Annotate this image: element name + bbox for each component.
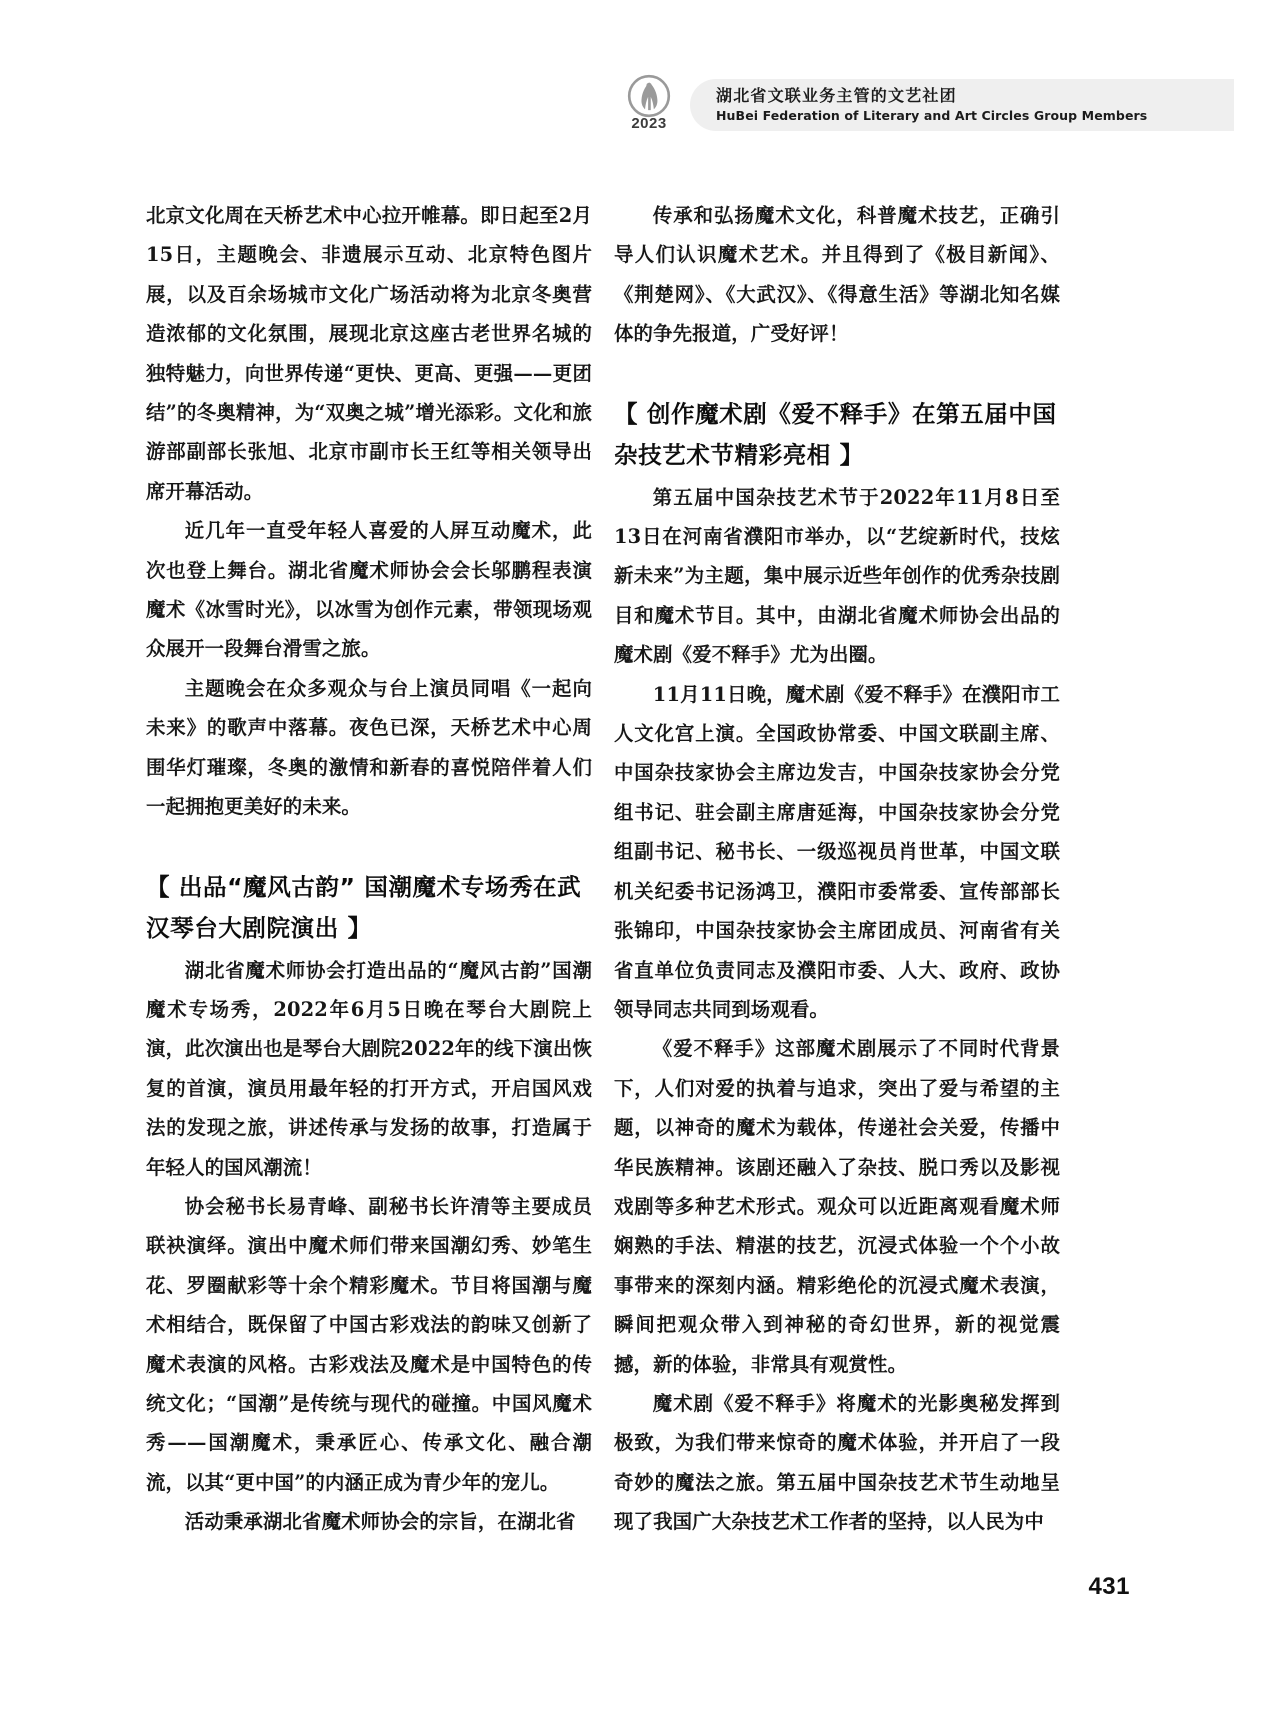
paragraph: 活动秉承湖北省魔术师协会的宗旨，在湖北省 <box>184 1510 576 1534</box>
right-column <box>614 196 1060 1542</box>
header-band <box>690 79 1234 131</box>
page-number: 431 <box>1088 1573 1130 1600</box>
section-heading: 【 出品“魔风古韵” 国潮魔术专场秀在武汉琴台大剧院演出 】 <box>146 872 582 942</box>
hubei-federation-logo-icon <box>627 74 671 118</box>
paragraph: 协会秘书长易青峰、副秘书长许清等主要成员联袂演绎。演出中魔术师们带来国潮幻秀、妙笔生花、罗圈献彩等十余个精彩魔术。节目将国潮与魔术相结合，既保留了中国古彩戏法的韵味又创新了魔术表演的风格。古彩戏法及魔术是中国特色的传统文化；“国潮”是传统与现代的碰撞。中国风魔术秀——国潮魔术，秉承匠心、传承文化、融合潮流，以其“更中国”的内涵正成为青少年的宠儿。 <box>146 1194 592 1494</box>
paragraph: 魔术剧《爱不释手》将魔术的光影奥秘发挥到极致，为我们带来惊奇的魔术体验，并开启了一段奇妙的魔法之旅。第五届中国杂技艺术节生动地呈现了我国广大杂技艺术工作者的坚持，以人民为中 <box>614 1391 1060 1534</box>
paragraph: 《爱不释手》这部魔术剧展示了不同时代背景下，人们对爱的执着与追求，突出了爱与希望的主题，以神奇的魔术为载体，传递社会关爱，传播中华民族精神。该剧还融入了杂技、脱口秀以及影视戏剧等多种艺术形式。观众可以近距离观看魔术师娴熟的手法、精湛的技艺，沉浸式体验一个个小故事带来的深刻内涵。精彩绝伦的沉浸式魔术表演，瞬间把观众带入到神秘的奇幻世界，新的视觉震撼，新的体验，非常具有观赏性。 <box>614 1037 1060 1376</box>
header-title-en: HuBei Federation of Literary and Art Circles Group Members <box>716 107 1148 123</box>
paragraph: 北京文化周在天桥艺术中心拉开帷幕。即日起至2月15日，主题晚会、非遗展示互动、北京特色图片展，以及百余场城市文化广场活动将为北京冬奥营造浓郁的文化氛围，展现北京这座古老世界名城的独特魅力，向世界传递“更快、更高、更强——更团结”的冬奥精神，为“双奥之城”增光添彩。文化和旅游部副部长张旭、北京市副市长王红等相关领导出席开幕活动。 <box>146 204 592 503</box>
paragraph: 传承和弘扬魔术文化，科普魔术技艺，正确引导人们认识魔术艺术。并且得到了《极目新闻》、《荆楚网》、《大武汉》、《得意生活》等湖北知名媒体的争先报道，广受好评！ <box>614 204 1060 346</box>
paragraph: 主题晚会在众多观众与台上演员同唱《一起向未来》的歌声中落幕。夜色已深，天桥艺术中心周围华灯璀璨，冬奥的激情和新春的喜悦陪伴着人们一起拥抱更美好的未来。 <box>146 676 592 819</box>
header-title-cn: 湖北省文联业务主管的文艺社团 <box>716 86 957 106</box>
paragraph: 11月11日晚，魔术剧《爱不释手》在濮阳市工人文化宫上演。全国政协常委、中国文联副主席、中国杂技家协会主席边发吉，中国杂技家协会分党组书记、驻会副主席唐延海，中国杂技家协会分党组副书记、秘书长、一级巡视员肖世革，中国文联机关纪委书记汤鸿卫，濮阳市委常委、宣传部部长张锦印，中国杂技家协会主席团成员、河南省有关省直单位负责同志及濮阳市委、人大、政府、政协领导同志共同到场观看。 <box>614 682 1060 1021</box>
spacer <box>614 354 1060 394</box>
page-header <box>614 74 1234 136</box>
paragraph: 近几年一直受年轻人喜爱的人屏互动魔术，此次也登上舞台。湖北省魔术师协会会长邬鹏程表演魔术《冰雪时光》，以冰雪为创作元素，带领现场观众展开一段舞台滑雪之旅。 <box>146 519 592 661</box>
logo-year: 2023 <box>631 115 667 132</box>
paragraph: 第五届中国杂技艺术节于2022年11月8日至13日在河南省濮阳市举办，以“艺绽新时代，技炫新未来”为主题，集中展示近些年创作的优秀杂技剧目和魔术节目。其中，由湖北省魔术师协会出品的魔术剧《爱不释手》尤为出圈。 <box>614 485 1060 667</box>
left-column <box>146 196 592 1542</box>
logo-block <box>614 74 684 136</box>
spacer <box>146 827 592 867</box>
section-heading: 【 创作魔术剧《爱不释手》在第五届中国杂技艺术节精彩亮相 】 <box>614 399 1057 469</box>
paragraph: 湖北省魔术师协会打造出品的“魔风古韵”国潮魔术专场秀，2022年6月5日晚在琴台大剧院上演，此次演出也是琴台大剧院2022年的线下演出恢复的首演，演员用最年轻的打开方式，开启国风戏法的发现之旅，讲述传承与发扬的故事，打造属于年轻人的国风潮流！ <box>146 958 592 1179</box>
